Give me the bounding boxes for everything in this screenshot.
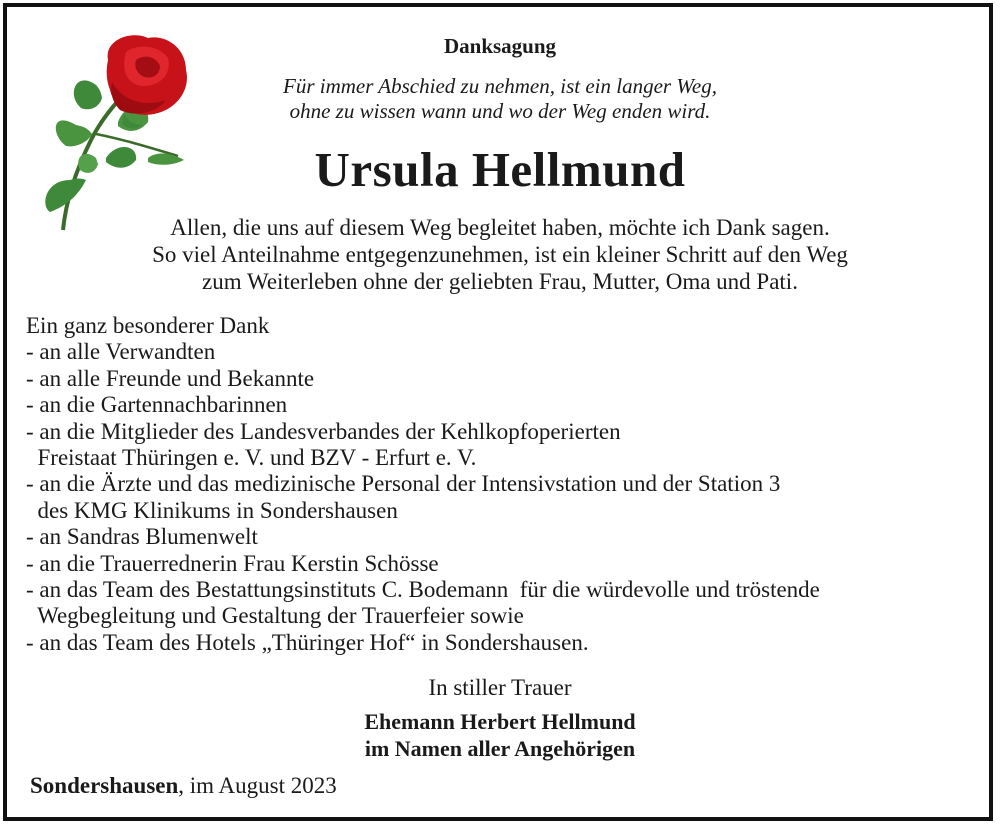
thanks-line: - an alle Verwandten [26, 339, 216, 365]
intro-line: Allen, die uns auf diesem Weg begleitet haben, möchte ich Dank sagen. [170, 215, 830, 240]
thanks-line: des KMG Klinikums in Sondershausen [26, 497, 398, 523]
rose-icon [36, 30, 196, 240]
thanks-list [26, 313, 820, 656]
thanks-line: - an die Ärzte und das medizinische Personal der Intensivstation und der Station 3 [26, 471, 781, 497]
thanks-line: Ein ganz besonderer Dank [26, 313, 270, 338]
thanks-line: Freistaat Thüringen e. V. und BZV - Erfurt e. V. [26, 445, 477, 471]
thanks-line: - an die Mitglieder des Landesverbandes der Kehlkopfoperierten [26, 418, 621, 444]
intro-line: zum Weiterleben ohne der geliebten Frau, Mutter, Oma und Pati. [202, 269, 798, 294]
thanks-line: - an das Team des Bestattungsinstituts C. Bodemann für die würdevolle und tröstende [26, 577, 820, 603]
thanks-line: - an Sandras Blumenwelt [26, 524, 258, 550]
thanks-line: - an das Team des Hotels „Thüringer Hof“ in Sondershausen. [26, 629, 589, 655]
signers [0, 708, 1000, 762]
motto-line: Für immer Abschied zu nehmen, ist ein langer Weg, [283, 74, 717, 98]
signer-line: im Namen aller Angehörigen [364, 736, 636, 761]
thanks-line: Wegbegleitung und Gestaltung der Trauerfeier sowie [26, 603, 524, 629]
place-date-text: , im August 2023 [178, 773, 337, 798]
closing-phrase: In stiller Trauer [428, 675, 572, 700]
intro-text [0, 214, 1000, 295]
deceased-name: Ursula Hellmund [314, 142, 686, 197]
notice-heading: Danksagung [443, 34, 557, 58]
thanks-line: - an alle Freunde und Bekannte [26, 365, 315, 391]
intro-line: So viel Anteilnahme entgegenzunehmen, ist ein kleiner Schritt auf den Weg [152, 242, 848, 267]
signer-line: Ehemann Herbert Hellmund [364, 709, 636, 734]
place-city: Sondershausen [30, 773, 179, 798]
place-date [30, 773, 337, 799]
thanks-line: - an die Trauerrednerin Frau Kerstin Schösse [26, 550, 439, 576]
thanks-line: - an die Gartennachbarinnen [26, 392, 288, 418]
motto-quote [0, 74, 1000, 124]
motto-line: ohne zu wissen wann und wo der Weg enden wird. [289, 99, 711, 123]
